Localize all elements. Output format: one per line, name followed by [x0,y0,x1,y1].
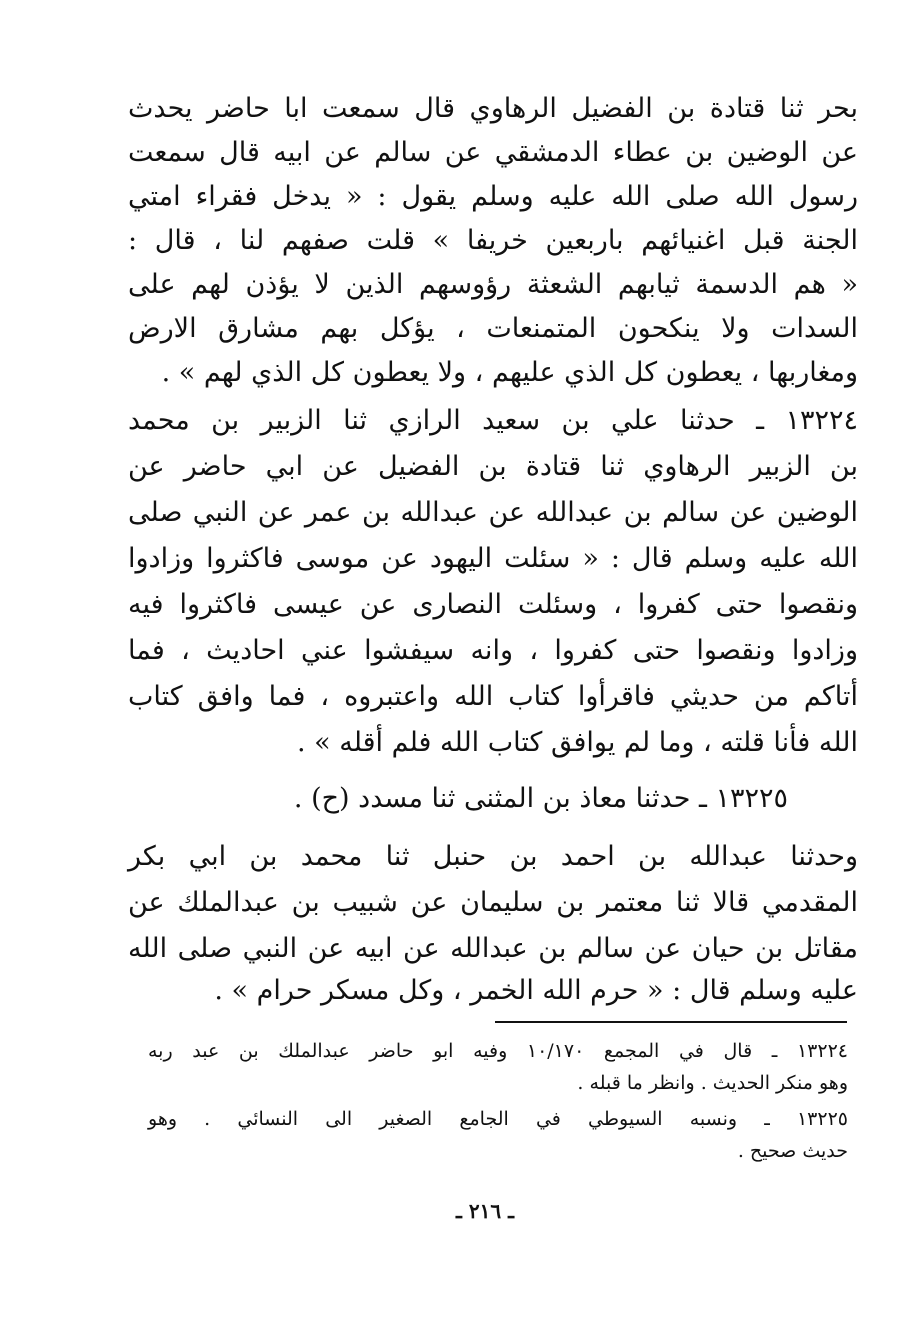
text-line: الله عليه وسلم قال : « سئلت اليهود عن موسى فاكثروا وزادوا [128,543,858,574]
footnote-line: ١٣٢٢٥ ـ ونسبه السيوطي في الجامع الصغير الى النسائي . وهو [148,1108,848,1130]
text-line: السدات ولا ينكحون المتمنعات ، يؤكل بهم مشارق الارض [128,313,858,344]
text-line: ونقصوا حتى كفروا ، وسئلت النصارى عن عيسى فاكثروا فيه [128,589,858,620]
text-line: عن الوضين بن عطاء الدمشقي عن سالم عن ابيه قال سمعت [128,137,858,168]
footnote-line: حديث صحيح . [737,1140,848,1162]
text-line: وزادوا ونقصوا حتى كفروا ، وانه سيفشوا عني احاديث ، فما [128,635,858,666]
text-line: بن الزبير الرهاوي ثنا قتادة بن الفضيل عن ابي حاضر عن [128,451,858,482]
text-line: عليه وسلم قال : « حرم الله الخمر ، وكل مسكر حرام » . [214,975,858,1006]
hadith-heading-13224: ١٣٢٢٤ ـ حدثنا علي بن سعيد الرازي ثنا الزبير بن محمد [128,405,858,436]
text-line: ومغاربها ، يعطون كل الذي عليهم ، ولا يعطون كل الذي لهم » . [161,357,858,388]
text-line: رسول الله صلى الله عليه وسلم يقول : « يدخل فقراء امتي [128,181,858,212]
text-line: الوضين عن سالم بن عبدالله عن عبدالله بن عمر عن النبي صلى [128,497,858,528]
hadith-heading-13225: ١٣٢٢٥ ـ حدثنا معاذ بن المثنى ثنا مسدد (ح) . [293,783,788,814]
text-line: أتاكم من حديثي فاقرأوا كتاب الله واعتبروه ، فما وافق كتاب [128,681,858,712]
footnote-divider [495,1021,847,1023]
text-line: الله فأنا قلته ، وما لم يوافق كتاب الله فلم أقله » . [296,727,858,758]
text-line: وحدثنا عبدالله بن احمد بن حنبل ثنا محمد بن ابي بكر [128,841,858,872]
text-line: المقدمي قالا ثنا معتمر بن سليمان عن شبيب بن عبدالملك عن [128,887,858,918]
page-number: ـ ٢١٦ ـ [456,1199,514,1223]
text-line: بحر ثنا قتادة بن الفضيل الرهاوي قال سمعت ابا حاضر يحدث [128,93,858,124]
text-line: مقاتل بن حيان عن سالم بن عبدالله عن ابيه عن النبي صلى الله [128,933,858,964]
text-line: الجنة قبل اغنيائهم باربعين خريفا » قلت صفهم لنا ، قال : [128,225,858,256]
footnote-line: وهو منكر الحديث . وانظر ما قبله . [577,1072,848,1094]
footnote-line: ١٣٢٢٤ ـ قال في المجمع ١٠/١٧٠ وفيه ابو حاضر عبدالملك بن عبد ربه [148,1040,848,1062]
text-line: « هم الدسمة ثيابهم الشعثة رؤوسهم الذين لا يؤذن لهم على [128,269,858,300]
